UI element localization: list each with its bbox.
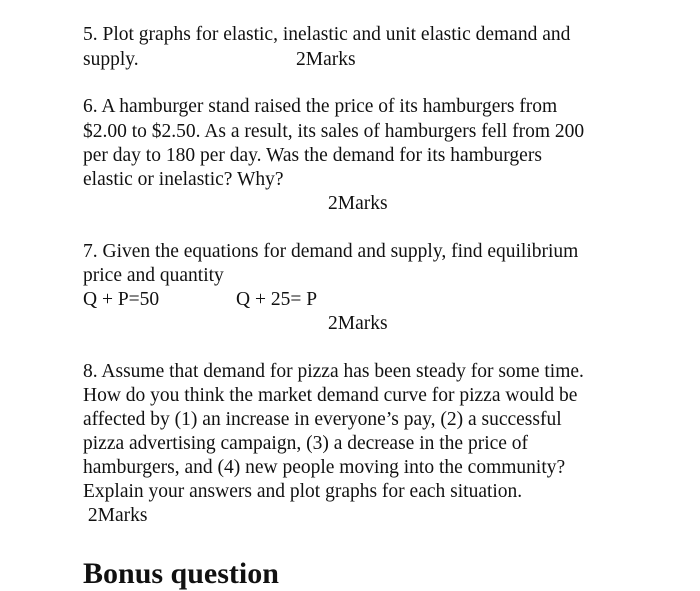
question-7-equations [0, 288, 700, 312]
question-6-line-3: per day to 180 per day. Was the demand for its hamburgers [83, 145, 542, 166]
question-5-text-end: supply. [83, 49, 139, 70]
question-7-line-1: 7. Given the equations for demand and supply, find equilibrium [83, 241, 579, 262]
question-5-line-2 [83, 48, 356, 72]
question-6-marks: 2Marks [328, 193, 388, 214]
supply-equation: Q + 25= P [236, 289, 318, 310]
question-7-marks: 2Marks [328, 313, 388, 334]
next-section-heading: Bonus question [83, 557, 279, 590]
question-8-line-4: pizza advertising campaign, (3) a decrease in the price of [83, 433, 529, 454]
question-7-line-2: price and quantity [83, 265, 224, 286]
question-6-line-2: $2.00 to $2.50. As a result, its sales of hamburgers fell from 200 [83, 121, 585, 142]
question-8-line-6: Explain your answers and plot graphs for each situation. [83, 481, 523, 502]
question-5-line-1: 5. Plot graphs for elastic, inelastic and unit elastic demand and [83, 24, 571, 45]
question-6-line-4: elastic or inelastic? Why? [83, 169, 284, 190]
question-8-line-5: hamburgers, and (4) new people moving into the community? [83, 457, 566, 478]
question-8-line-2: How do you think the market demand curve for pizza would be [83, 385, 578, 406]
question-8-line-3: affected by (1) an increase in everyone’s pay, (2) a successful [83, 409, 562, 430]
question-8-line-1: 8. Assume that demand for pizza has been steady for some time. [83, 361, 584, 382]
demand-equation: Q + P=50 [83, 289, 160, 310]
question-5-marks: 2Marks [296, 49, 356, 70]
question-6-line-1: 6. A hamburger stand raised the price of its hamburgers from [83, 96, 558, 117]
question-8-marks: 2Marks [83, 505, 148, 526]
